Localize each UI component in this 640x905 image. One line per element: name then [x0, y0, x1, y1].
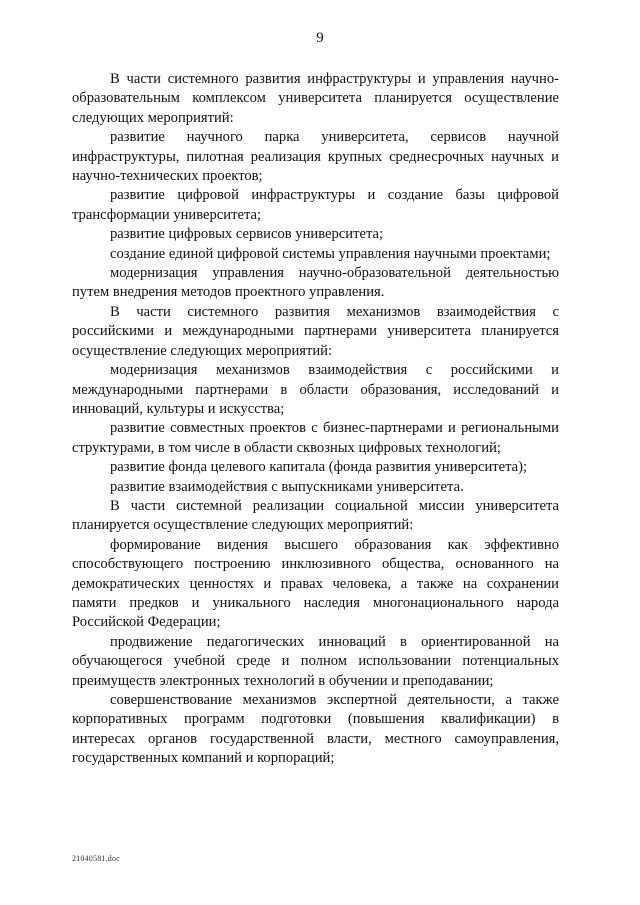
paragraph-social-mission-intro: В части системной реализации социальной миссии университета планируется осуществление следующих мероприятий:: [72, 497, 559, 534]
page-number: 9: [316, 30, 324, 46]
paragraph-science-park: развитие научного парка университета, сервисов научной инфраструктуры, пилотная реализация крупных среднесрочных научных и научно-технических проектов;: [72, 129, 559, 185]
paragraph-higher-education-vision: формирование видения высшего образования как эффективно способствующего построению инклюзивного общества, основанного на демократических ценностях и правах человека, а также на сохранении памяти предков и уникального наследия многонационального народа Российской Федерации;: [72, 536, 559, 631]
document-body: [72, 69, 559, 769]
paragraph-business-projects: развитие совместных проектов с бизнес-партнерами и региональными структурами, в том числе в области сквозных цифровых технологий;: [72, 420, 559, 456]
paragraph-management-modernization: модернизация управления научно-образовательной деятельностью путем внедрения методов проектного управления.: [72, 265, 559, 301]
paragraph-partners-intro: В части системного развития механизмов взаимодействия с российскими и международными партнерами университета планируется осуществление следующих мероприятий:: [72, 303, 559, 359]
paragraph-expert-activity: совершенствование механизмов экспертной деятельности, а также корпоративных программ подготовки (повышения квалификации) в интересах органов государственной власти, местного самоуправления, государственных компаний и корпораций;: [72, 692, 559, 767]
paragraph-project-management-system: создание единой цифровой системы управления научными проектами;: [110, 245, 551, 262]
paragraph-digital-infrastructure: развитие цифровой инфраструктуры и создание базы цифровой трансформации университета;: [72, 187, 559, 223]
paragraph-endowment-fund: развитие фонда целевого капитала (фонда развития университета);: [110, 459, 528, 476]
paragraph-alumni: развитие взаимодействия с выпускниками университета.: [110, 478, 464, 495]
paragraph-digital-services: развитие цифровых сервисов университета;: [110, 226, 384, 243]
paragraph-pedagogical-innovations: продвижение педагогических инноваций в ориентированной на обучающегося учебной среде и полном использовании потенциальных преимуществ электронных технологий в обучении и преподавании;: [72, 633, 559, 689]
paragraph-partner-mechanisms: модернизация механизмов взаимодействия с российскими и международными партнерами в области образования, исследований и инноваций, культуры и искусства;: [72, 362, 559, 417]
paragraph-infrastructure-intro: В части системного развития инфраструктуры и управления научно-образовательным комплексом университета планируется осуществление следующих мероприятий:: [72, 71, 559, 126]
document-filename: 21040581.doc: [72, 854, 120, 863]
